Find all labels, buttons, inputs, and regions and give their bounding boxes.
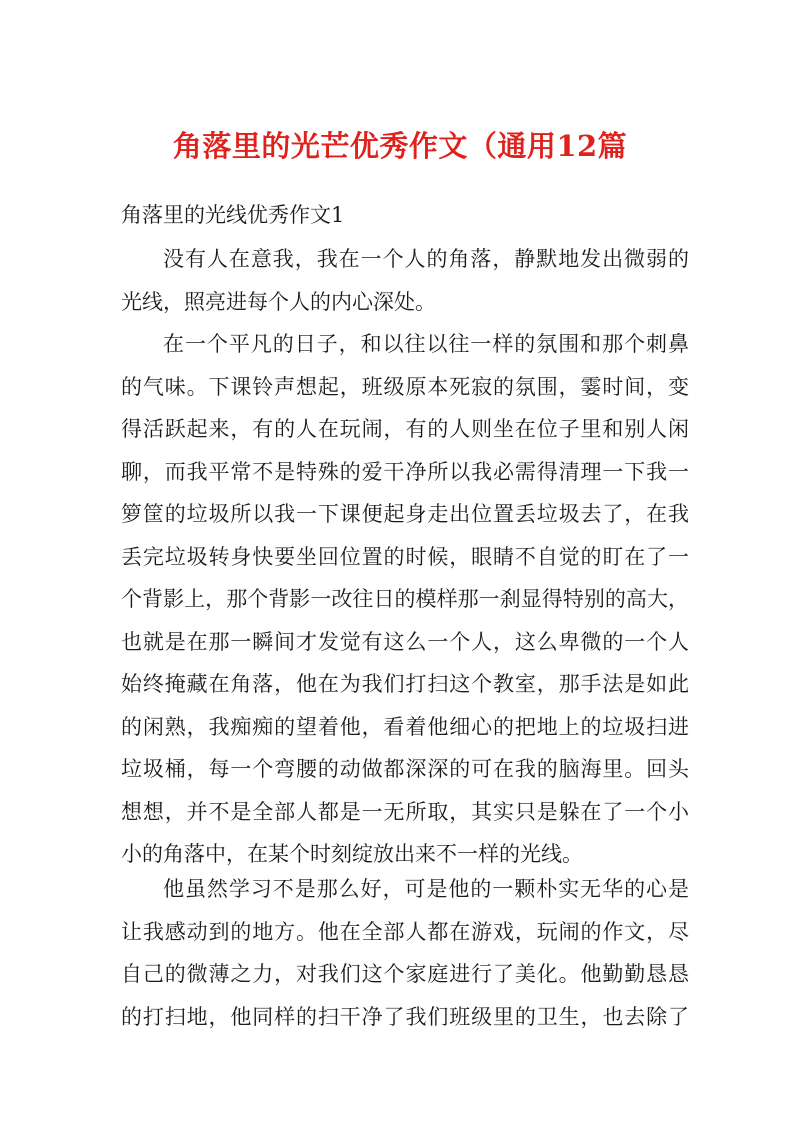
paragraph-1: [121, 238, 689, 323]
paragraph-line: 没有人在意我，我在一个人的角落，静默地发出微弱的: [163, 247, 689, 271]
paragraph-line: 想想，并不是全部人都是一无所取，其实只是躲在了一个小: [121, 799, 689, 824]
paragraph-line: 让我感动到的地方。他在全部人都在游戏，玩闹的作文，尽: [121, 919, 689, 944]
essay-subtitle: 角落里的光线优秀作文1: [121, 203, 345, 227]
paragraph-line: 丢完垃圾转身快要坐回位置的时候，眼睛不自觉的盯在了一: [121, 544, 689, 569]
paragraph-line: 始终掩藏在角落，他在为我们打扫这个教室，那手法是如此: [121, 672, 689, 696]
paragraph-line: 的打扫地，他同样的扫干净了我们班级里的卫生，也去除了: [121, 1004, 689, 1029]
paragraph-line: 他虽然学习不是那么好，可是他的一颗朴实无华的心是: [163, 877, 689, 901]
paragraph-line: 得活跃起来，有的人在玩闹，有的人则坐在位子里和别人闲: [121, 417, 689, 441]
paragraph-line: 垃圾桶，每一个弯腰的动做都深深的可在我的脑海里。回头: [121, 757, 689, 781]
paragraph-line: 箩筐的垃圾所以我一下课便起身走出位置丢垃圾去了，在我: [121, 502, 689, 526]
paragraph-line: 聊，而我平常不是特殊的爱干净所以我必需得清理一下我一: [121, 459, 689, 484]
paragraph-2: [121, 323, 689, 876]
paragraph-line: 光线，照亮进每个人的内心深处。: [121, 289, 436, 314]
document-title: 角落里的光芒优秀作文（通用12篇: [172, 129, 628, 163]
paragraph-line: 的气味。下课铃声想起，班级原本死寂的氛围，霎时间，变: [121, 374, 689, 399]
paragraph-line: 个背影上，那个背影一改往日的模样那一刹显得特别的高大，: [121, 587, 689, 611]
paragraph-line: 的闲熟，我痴痴的望着他，看着他细心的把地上的垃圾扫进: [121, 714, 689, 739]
paragraph-line: 小的角落中，在某个时刻绽放出来不一样的光线。: [121, 842, 583, 866]
paragraph-line: 也就是在那一瞬间才发觉有这么一个人，这么卑微的一个人: [121, 629, 689, 654]
paragraph-3: [121, 868, 689, 1038]
paragraph-line: 在一个平凡的日子，和以往以往一样的氛围和那个刺鼻: [163, 332, 689, 356]
paragraph-line: 自己的微薄之力，对我们这个家庭进行了美化。他勤勤恳恳: [121, 962, 689, 986]
